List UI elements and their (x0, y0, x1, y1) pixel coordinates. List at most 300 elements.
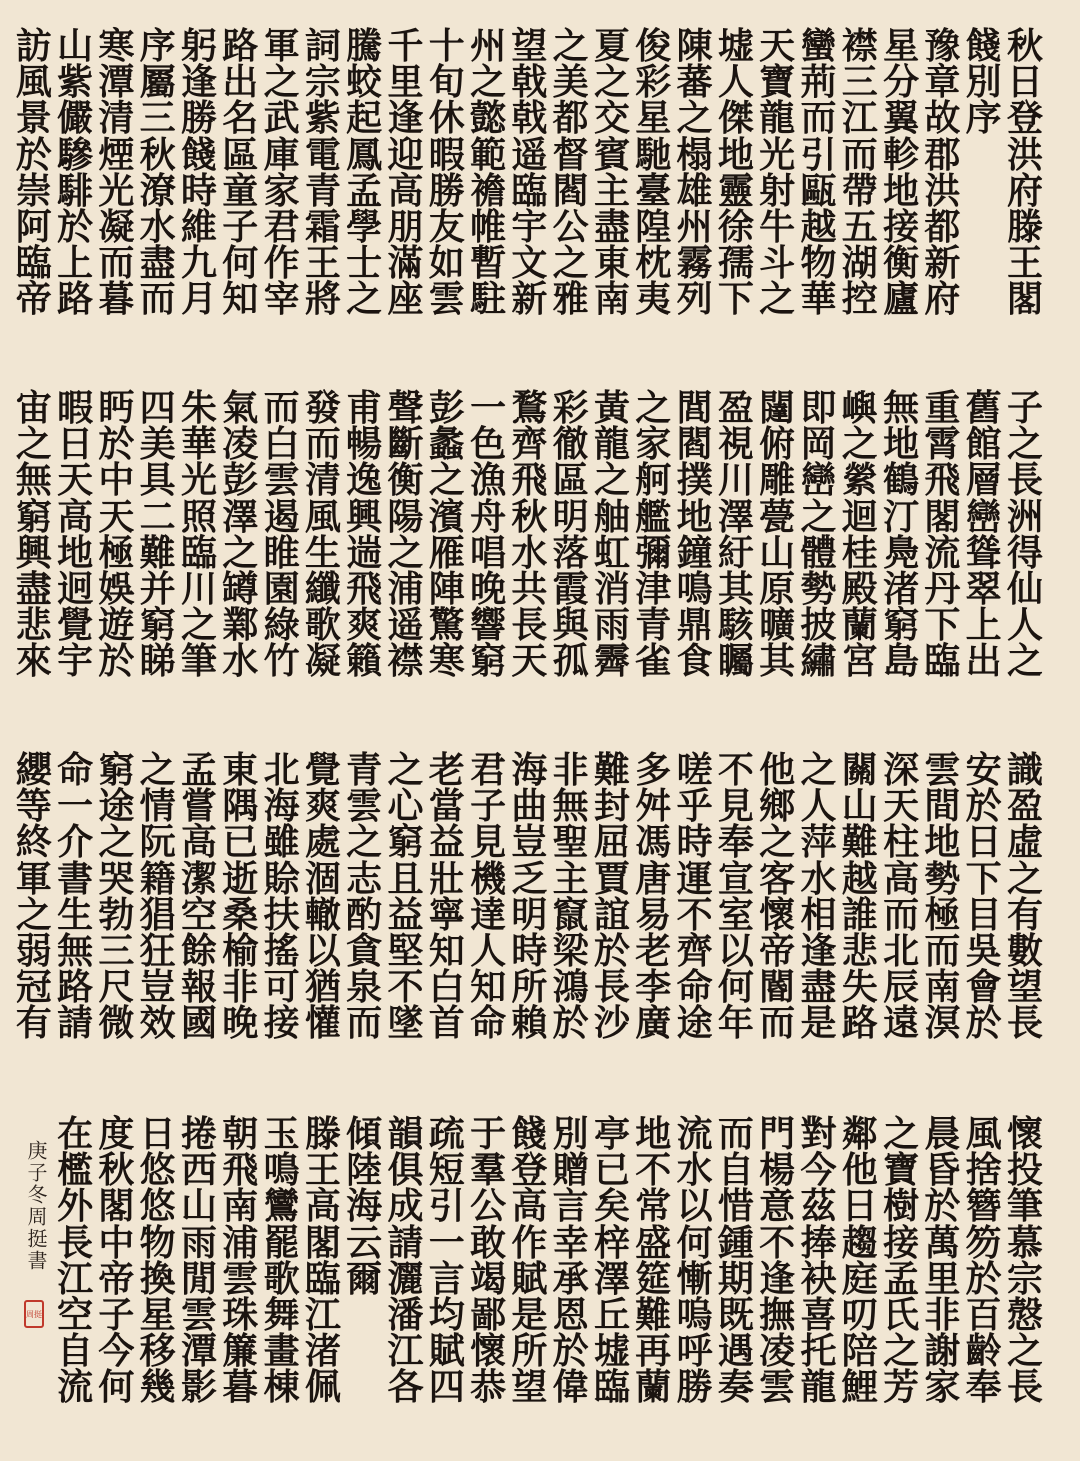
glyph: 之 (387, 749, 424, 791)
glyph: 彩 (552, 387, 589, 429)
glyph: 滕 (304, 1113, 341, 1155)
glyph: 宗 (1006, 1257, 1043, 1300)
glyph: 日 (1006, 61, 1043, 104)
glyph: 畫 (263, 1330, 300, 1373)
glyph: 斷 (387, 423, 424, 466)
glyph: 日 (139, 1113, 176, 1155)
glyph: 罇 (222, 567, 259, 610)
glyph: 迎 (387, 133, 424, 176)
glyph: 荊 (800, 61, 837, 104)
glyph: 舛 (635, 785, 672, 828)
glyph: 介 (57, 821, 94, 864)
glyph: 地 (883, 169, 920, 212)
glyph: 流 (924, 531, 961, 574)
glyph: 名 (222, 97, 259, 140)
glyph: 相 (800, 893, 837, 936)
glyph: 望 (511, 1366, 548, 1409)
glyph: 叨 (841, 1293, 878, 1336)
text-column (217, 1113, 263, 1409)
glyph: 自 (57, 1330, 94, 1373)
glyph: 失 (841, 966, 878, 1009)
text-column (217, 25, 263, 321)
text-column (548, 1113, 594, 1409)
glyph: 翠 (965, 567, 1002, 610)
glyph: 明 (552, 495, 589, 538)
glyph: 桂 (841, 531, 878, 574)
glyph: 狂 (139, 929, 176, 972)
glyph: 非 (222, 966, 259, 1009)
glyph: 豫 (924, 25, 961, 67)
glyph: 封 (593, 785, 630, 828)
glyph: 爽 (346, 604, 383, 647)
glyph: 色 (470, 423, 507, 466)
glyph: 嗟 (676, 749, 713, 791)
glyph: 山 (759, 531, 796, 574)
glyph: 衡 (387, 459, 424, 502)
glyph: 洲 (1006, 495, 1043, 538)
glyph: 既 (717, 1293, 754, 1336)
text-column (135, 25, 181, 321)
glyph: 知 (222, 278, 259, 321)
glyph: 路 (841, 1002, 878, 1045)
glyph: 中 (98, 1221, 135, 1264)
glyph: 仙 (1006, 567, 1043, 610)
glyph: 潘 (387, 1293, 424, 1336)
glyph: 躬 (180, 25, 217, 67)
glyph: 崇 (15, 169, 52, 212)
glyph: 趨 (841, 1221, 878, 1264)
glyph: 梁 (552, 929, 589, 972)
text-column (672, 1113, 718, 1409)
glyph: 望 (1006, 966, 1043, 1009)
glyph: 鼎 (676, 604, 713, 647)
text-column (52, 1113, 98, 1409)
glyph: 地 (676, 495, 713, 538)
glyph: 齡 (965, 1330, 1002, 1373)
glyph: 慕 (1006, 1221, 1043, 1264)
glyph: 衡 (883, 242, 920, 285)
glyph: 奉 (965, 1366, 1002, 1409)
glyph: 微 (98, 1002, 135, 1045)
glyph: 萍 (800, 821, 837, 864)
glyph: 庫 (263, 133, 300, 176)
glyph: 盡 (139, 242, 176, 285)
glyph: 襟 (841, 25, 878, 67)
glyph: 雲 (924, 749, 961, 791)
text-column (506, 25, 552, 321)
glyph: 北 (883, 929, 920, 972)
glyph: 孟 (883, 1257, 920, 1300)
glyph: 月 (180, 278, 217, 321)
glyph: 齊 (511, 423, 548, 466)
glyph: 鄉 (759, 785, 796, 828)
glyph: 臨 (924, 640, 961, 683)
glyph: 之 (759, 821, 796, 864)
glyph: 懷 (1006, 1113, 1043, 1155)
glyph: 披 (800, 604, 837, 647)
glyph: 豈 (139, 966, 176, 1009)
glyph: 舟 (470, 495, 507, 538)
glyph: 汀 (883, 495, 920, 538)
glyph: 盛 (635, 1221, 672, 1264)
glyph: 意 (759, 1185, 796, 1228)
text-column (383, 25, 429, 321)
glyph: 序 (139, 25, 176, 67)
text-column (52, 387, 98, 683)
glyph: 而 (139, 278, 176, 321)
glyph: 知 (428, 929, 465, 972)
glyph: 隍 (635, 205, 672, 248)
glyph: 閣 (924, 495, 961, 538)
glyph: 於 (98, 640, 135, 683)
glyph: 虛 (1006, 821, 1043, 864)
glyph: 於 (552, 1002, 589, 1045)
glyph: 接 (263, 1002, 300, 1045)
glyph: 紫 (304, 97, 341, 140)
glyph: 別 (552, 1113, 589, 1155)
glyph: 友 (428, 205, 465, 248)
text-column (919, 1113, 965, 1409)
glyph: 於 (965, 1257, 1002, 1300)
glyph: 明 (511, 893, 548, 936)
text-column (506, 387, 552, 683)
glyph: 章 (924, 61, 961, 104)
glyph: 霄 (924, 423, 961, 466)
glyph: 庭 (841, 1257, 878, 1300)
glyph: 深 (883, 749, 920, 791)
glyph: 北 (263, 749, 300, 791)
glyph: 澤 (717, 495, 754, 538)
glyph: 雲 (180, 1293, 217, 1336)
glyph: 暫 (470, 242, 507, 285)
glyph: 遠 (883, 1002, 920, 1045)
glyph: 言 (428, 1257, 465, 1300)
glyph: 逢 (800, 929, 837, 972)
glyph: 江 (304, 1293, 341, 1336)
glyph: 眄 (98, 387, 135, 429)
glyph: 飛 (924, 459, 961, 502)
glyph: 何 (676, 1221, 713, 1264)
glyph: 益 (387, 893, 424, 936)
glyph: 雄 (676, 169, 713, 212)
glyph: 之 (470, 61, 507, 104)
glyph: 新 (924, 242, 961, 285)
text-column (919, 749, 965, 1045)
glyph: 承 (552, 1257, 589, 1300)
text-column (1002, 1113, 1048, 1409)
glyph: 徹 (552, 423, 589, 466)
glyph: 韻 (387, 1113, 424, 1155)
glyph: 遏 (263, 495, 300, 538)
glyph: 濱 (428, 495, 465, 538)
glyph: 豈 (511, 821, 548, 864)
glyph: 孺 (717, 242, 754, 285)
glyph: 西 (180, 1149, 217, 1192)
glyph: 霞 (552, 567, 589, 610)
glyph: 層 (965, 459, 1002, 502)
text-column (424, 25, 470, 321)
glyph: 江 (387, 1330, 424, 1373)
glyph: 恩 (552, 1293, 589, 1336)
glyph: 水 (800, 857, 837, 900)
glyph: 窮 (98, 749, 135, 791)
glyph: 年 (717, 1002, 754, 1045)
glyph: 如 (428, 242, 465, 285)
glyph: 旬 (428, 61, 465, 104)
text-column (672, 25, 718, 321)
glyph: 一 (428, 1221, 465, 1264)
glyph: 華 (800, 278, 837, 321)
glyph: 他 (841, 1149, 878, 1192)
glyph: 高 (883, 857, 920, 900)
glyph: 誰 (841, 893, 878, 936)
glyph: 灑 (387, 1257, 424, 1300)
glyph: 王 (304, 242, 341, 285)
glyph: 泉 (346, 966, 383, 1009)
glyph: 公 (470, 1185, 507, 1228)
glyph: 筆 (180, 640, 217, 683)
glyph: 澤 (222, 495, 259, 538)
glyph: 纖 (304, 567, 341, 610)
glyph: 賦 (428, 1330, 465, 1373)
glyph: 作 (511, 1221, 548, 1264)
glyph: 命 (676, 966, 713, 1009)
glyph: 千 (387, 25, 424, 67)
glyph: 遊 (98, 604, 135, 647)
glyph: 渚 (883, 567, 920, 610)
glyph: 天 (98, 495, 135, 538)
glyph: 子 (1006, 387, 1043, 429)
glyph: 風 (15, 61, 52, 104)
glyph: 於 (965, 1002, 1002, 1045)
glyph: 武 (263, 97, 300, 140)
glyph: 機 (470, 857, 507, 900)
glyph: 登 (1006, 97, 1043, 140)
glyph: 竹 (263, 640, 300, 683)
glyph: 下 (965, 857, 1002, 900)
glyph: 遄 (346, 531, 383, 574)
glyph: 空 (180, 893, 217, 936)
glyph: 閣 (98, 1185, 135, 1228)
text-column (506, 1113, 552, 1409)
glyph: 彭 (222, 459, 259, 502)
glyph: 懷 (470, 1330, 507, 1373)
glyph: 控 (841, 278, 878, 321)
text-column (1002, 25, 1048, 321)
glyph: 鸞 (263, 1185, 300, 1228)
glyph: 效 (139, 1002, 176, 1045)
glyph: 阿 (15, 205, 52, 248)
glyph: 他 (759, 749, 796, 791)
glyph: 閻 (552, 169, 589, 212)
text-column (961, 1113, 1007, 1409)
glyph: 景 (15, 97, 52, 140)
glyph: 猖 (139, 893, 176, 936)
text-column (796, 387, 842, 683)
text-column (341, 387, 387, 683)
glyph: 悲 (15, 604, 52, 647)
glyph: 士 (346, 242, 383, 285)
glyph: 簾 (222, 1330, 259, 1373)
glyph: 棟 (263, 1366, 300, 1409)
glyph: 黃 (593, 387, 630, 429)
glyph: 白 (428, 966, 465, 1009)
glyph: 中 (98, 459, 135, 502)
glyph: 二 (139, 495, 176, 538)
glyph: 南 (593, 278, 630, 321)
glyph: 雖 (263, 821, 300, 864)
glyph: 雲 (222, 1257, 259, 1300)
glyph: 慤 (1006, 1293, 1043, 1336)
glyph: 長 (57, 1221, 94, 1264)
glyph: 客 (759, 857, 796, 900)
glyph: 流 (57, 1366, 94, 1409)
glyph: 人 (1006, 604, 1043, 647)
glyph: 館 (965, 423, 1002, 466)
glyph: 晨 (924, 1113, 961, 1155)
text-column (259, 25, 305, 321)
glyph: 風 (304, 495, 341, 538)
glyph: 之 (800, 749, 837, 791)
glyph: 岡 (800, 423, 837, 466)
glyph: 朝 (222, 1113, 259, 1155)
glyph: 寒 (428, 640, 465, 683)
glyph: 盈 (1006, 785, 1043, 828)
glyph: 維 (180, 205, 217, 248)
glyph: 戟 (511, 61, 548, 104)
glyph: 辰 (883, 966, 920, 1009)
glyph: 會 (965, 966, 1002, 1009)
glyph: 龍 (593, 423, 630, 466)
glyph: 之 (841, 423, 878, 466)
glyph: 阮 (139, 821, 176, 864)
glyph: 星 (635, 97, 672, 140)
glyph: 鍾 (717, 1221, 754, 1264)
text-column (630, 749, 676, 1045)
text-column (713, 749, 759, 1045)
glyph: 上 (965, 604, 1002, 647)
glyph: 體 (800, 531, 837, 574)
glyph: 雅 (552, 278, 589, 321)
glyph: 不 (759, 1221, 796, 1264)
glyph: 娛 (98, 567, 135, 610)
glyph: 白 (263, 423, 300, 466)
glyph: 鳧 (883, 531, 920, 574)
glyph: 之 (635, 387, 672, 429)
glyph: 投 (1006, 1149, 1043, 1192)
glyph: 迴 (841, 495, 878, 538)
glyph: 時 (180, 169, 217, 212)
glyph: 檻 (57, 1149, 94, 1192)
glyph: 爾 (346, 1257, 383, 1300)
glyph: 尺 (98, 966, 135, 1009)
glyph: 且 (387, 857, 424, 900)
glyph: 孟 (346, 169, 383, 212)
glyph: 懿 (470, 97, 507, 140)
glyph: 蠻 (800, 25, 837, 67)
glyph: 志 (346, 857, 383, 900)
glyph: 閻 (676, 423, 713, 466)
glyph: 將 (304, 278, 341, 321)
glyph: 水 (511, 531, 548, 574)
glyph: 情 (139, 785, 176, 828)
text-column (465, 387, 511, 683)
text-column (300, 387, 346, 683)
glyph: 渚 (304, 1330, 341, 1373)
glyph: 呼 (676, 1330, 713, 1373)
glyph: 水 (139, 205, 176, 248)
glyph: 籟 (346, 640, 383, 683)
glyph: 秋 (511, 495, 548, 538)
glyph: 當 (428, 785, 465, 828)
glyph: 自 (717, 1149, 754, 1192)
glyph: 區 (222, 133, 259, 176)
glyph: 門 (759, 1113, 796, 1155)
glyph: 于 (470, 1113, 507, 1155)
text-column (961, 25, 1007, 140)
glyph: 陣 (428, 567, 465, 610)
glyph: 九 (180, 242, 217, 285)
glyph: 凝 (304, 640, 341, 683)
glyph: 餞 (511, 1113, 548, 1155)
glyph: 共 (511, 567, 548, 610)
glyph: 捧 (800, 1221, 837, 1264)
glyph: 窮 (387, 821, 424, 864)
glyph: 高 (304, 1185, 341, 1228)
text-column (548, 387, 594, 683)
glyph: 之 (883, 1330, 920, 1373)
glyph: 詞 (304, 25, 341, 67)
glyph: 引 (428, 1185, 465, 1228)
glyph: 序 (965, 97, 1002, 140)
glyph: 賦 (511, 1257, 548, 1300)
glyph: 是 (800, 1002, 837, 1045)
text-column (135, 749, 181, 1045)
glyph: 地 (717, 133, 754, 176)
glyph: 難 (593, 749, 630, 791)
text-column (589, 387, 635, 683)
text-column (259, 387, 305, 683)
glyph: 飛 (346, 567, 383, 610)
glyph: 夷 (635, 278, 672, 321)
glyph: 知 (470, 966, 507, 1009)
glyph: 高 (57, 495, 94, 538)
glyph: 臨 (593, 1366, 630, 1409)
glyph: 曠 (759, 604, 796, 647)
glyph: 運 (676, 857, 713, 900)
glyph: 雲 (346, 785, 383, 828)
glyph: 日 (57, 423, 94, 466)
glyph: 無 (552, 785, 589, 828)
text-column (506, 749, 552, 1045)
glyph: 甌 (800, 169, 837, 212)
glyph: 長 (1006, 1002, 1043, 1045)
glyph: 云 (346, 1221, 383, 1264)
glyph: 逢 (180, 61, 217, 104)
glyph: 誼 (593, 893, 630, 936)
glyph: 敢 (470, 1221, 507, 1264)
glyph: 矣 (593, 1185, 630, 1228)
glyph: 均 (428, 1293, 465, 1336)
glyph: 難 (841, 821, 878, 864)
glyph: 山 (180, 1185, 217, 1228)
glyph: 吳 (965, 929, 1002, 972)
glyph: 長 (1006, 459, 1043, 502)
glyph: 陳 (676, 25, 713, 67)
glyph: 縈 (841, 459, 878, 502)
glyph: 文 (511, 242, 548, 285)
glyph: 秋 (98, 1149, 135, 1192)
